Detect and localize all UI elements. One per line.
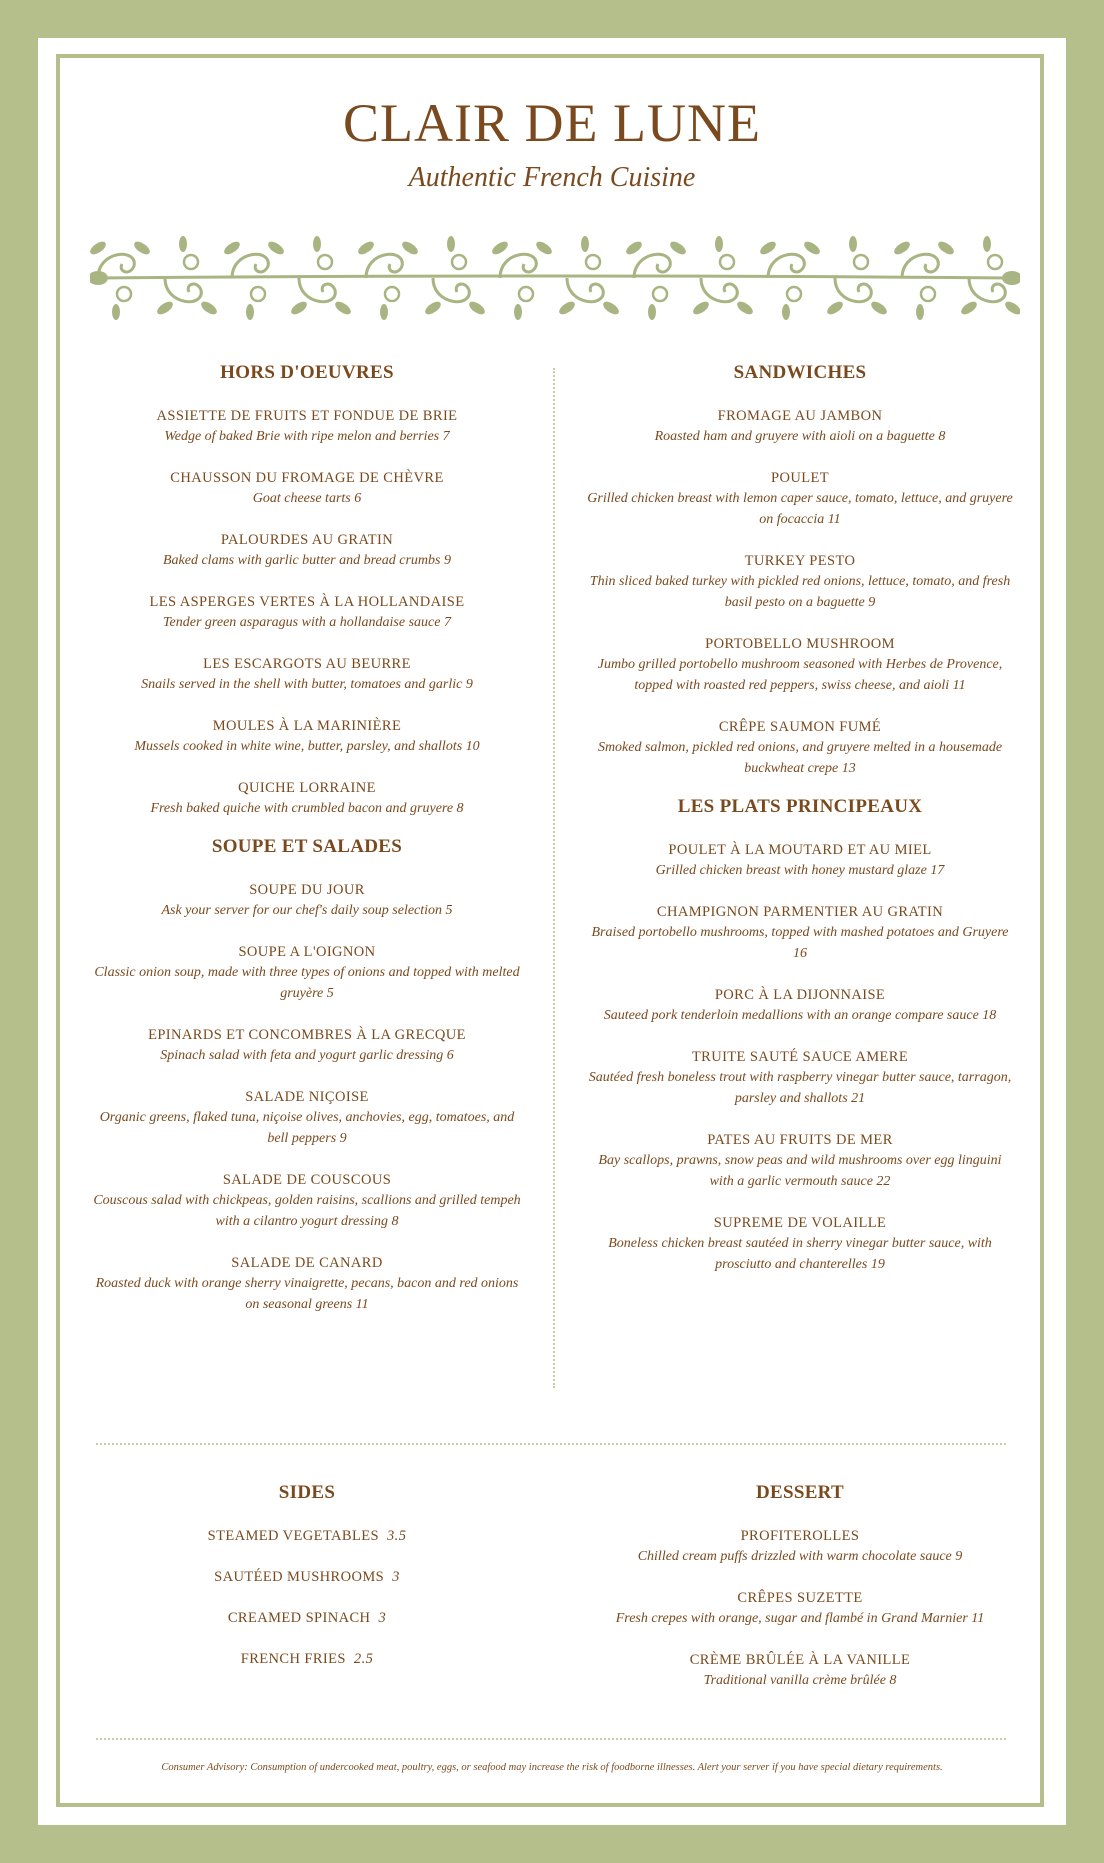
menu-item-description: Sauteed pork tenderloin medallions with an orange compare sauce 18: [603, 1008, 997, 1023]
menu-item-description: Spinach salad with feta and yogurt garlic dressing 6: [160, 1048, 454, 1063]
menu-item-name: PATES AU FRUITS DE MER: [707, 1132, 893, 1148]
menu-item: [92, 880, 522, 921]
side-item: [92, 1526, 522, 1546]
menu-item: [585, 406, 1015, 447]
menu-item-name: SOUPE A L'OIGNON: [238, 944, 376, 960]
side-item-price: 3: [392, 1569, 400, 1585]
menu-item: [92, 716, 522, 757]
menu-item: [92, 942, 522, 1004]
menu-item: [585, 468, 1015, 530]
left-column: [92, 362, 522, 1336]
menu-item-description: Grilled chicken breast with honey mustard glaze 17: [655, 863, 945, 878]
menu-item: [585, 1047, 1015, 1109]
section-heading: LES PLATS PRINCIPEAUX: [677, 796, 923, 817]
side-item: [92, 1649, 522, 1669]
menu-item-description: Organic greens, flaked tuna, niçoise olives, anchovies, egg, tomatoes, and bell peppers 9: [99, 1110, 515, 1146]
dessert-item-name: PROFITEROLLES: [740, 1528, 860, 1544]
menu-item: [92, 1025, 522, 1066]
menu-item: [92, 1170, 522, 1232]
menu-item-description: Roasted duck with orange sherry vinaigrette, pecans, bacon and red onions on seasonal greens 11: [95, 1276, 519, 1312]
section-heading: HORS D'OEUVRES: [220, 362, 394, 383]
menu-item: [92, 592, 522, 633]
menu-item-description: Mussels cooked in white wine, butter, parsley, and shallots 10: [134, 739, 480, 754]
menu-item-description: Classic onion soup, made with three types of onions and topped with melted gruyère 5: [94, 965, 520, 1001]
menu-item-name: ASSIETTE DE FRUITS ET FONDUE DE BRIE: [156, 408, 458, 424]
dessert-item-description: Chilled cream puffs drizzled with warm chocolate sauce 9: [637, 1549, 963, 1564]
side-item-name: CREAMED SPINACH: [227, 1610, 371, 1626]
menu-item-description: Couscous salad with chickpeas, golden raisins, scallions and grilled tempeh with a cilantro yogurt dressing 8: [93, 1193, 521, 1229]
dessert-item-name: CRÊPES SUZETTE: [737, 1590, 863, 1606]
side-item: [92, 1567, 522, 1587]
side-item-name: STEAMED VEGETABLES: [207, 1528, 379, 1544]
menu-item-name: FROMAGE AU JAMBON: [717, 408, 883, 424]
sides-heading: SIDES: [278, 1482, 336, 1503]
menu-item-name: SALADE DE CANARD: [231, 1255, 383, 1271]
menu-item-description: Thin sliced baked turkey with pickled red onions, lettuce, tomato, and fresh basil pesto on a baguette 9: [589, 574, 1011, 610]
side-item-price: 3: [378, 1610, 387, 1626]
consumer-advisory: Consumer Advisory: Consumption of undercooked meat, poultry, eggs, or seafood may increase the risk of foodborne illnesses. Alert your server if you have special dietary requirements.: [161, 1762, 943, 1773]
sides-section: [92, 1482, 522, 1690]
menu-item: [92, 406, 522, 447]
side-item: [92, 1608, 522, 1628]
menu-item-description: Goat cheese tarts 6: [252, 491, 362, 506]
restaurant-subtitle: Authentic French Cuisine: [408, 162, 696, 193]
menu-item-description: Tender green asparagus with a hollandaise sauce 7: [163, 615, 451, 630]
menu-section: [585, 362, 1015, 779]
menu-section: [92, 362, 522, 819]
decorative-scroll-ornament: [90, 228, 1020, 328]
menu-item-description: Wedge of baked Brie with ripe melon and berries 7: [164, 429, 450, 444]
menu-item: [585, 551, 1015, 613]
dessert-item: [585, 1526, 1015, 1567]
menu-item-description: Fresh baked quiche with crumbled bacon and gruyere 8: [150, 801, 464, 816]
menu-item-description: Jumbo grilled portobello mushroom seasoned with Herbes de Provence, topped with roasted red peppers, swiss cheese, and aioli 11: [597, 657, 1003, 693]
menu-item: [585, 840, 1015, 881]
menu-item: [585, 717, 1015, 779]
menu-item-name: SOUPE DU JOUR: [249, 882, 365, 898]
menu-item-description: Bay scallops, prawns, snow peas and wild mushrooms over egg linguini with a garlic vermouth sauce 22: [598, 1153, 1002, 1189]
menu-item-description: Smoked salmon, pickled red onions, and gruyere melted in a housemade buckwheat crepe 13: [597, 740, 1003, 776]
menu-section: [585, 796, 1015, 1275]
side-item-name: FRENCH FRIES: [240, 1651, 346, 1667]
menu-item: [92, 530, 522, 571]
menu-item-description: Baked clams with garlic butter and bread crumbs 9: [162, 553, 451, 568]
menu-item: [92, 778, 522, 819]
dessert-item-description: Traditional vanilla crème brûlée 8: [703, 1673, 897, 1688]
menu-item-name: PORC À LA DIJONNAISE: [714, 987, 886, 1003]
menu-item-name: CHAMPIGNON PARMENTIER AU GRATIN: [656, 904, 944, 920]
section-divider-top: [96, 1443, 1006, 1445]
dessert-item-name: CRÈME BRÛLÉE À LA VANILLE: [689, 1652, 911, 1668]
side-item-name: SAUTÉED MUSHROOMS: [214, 1569, 385, 1585]
menu-item: [585, 985, 1015, 1026]
menu-item-name: SUPREME DE VOLAILLE: [713, 1215, 887, 1231]
menu-item-description: Roasted ham and gruyere with aioli on a baguette 8: [654, 429, 946, 444]
menu-item-name: SALADE DE COUSCOUS: [222, 1172, 392, 1188]
section-heading: SANDWICHES: [733, 362, 867, 383]
menu-item: [92, 1253, 522, 1315]
restaurant-title: CLAIR DE LUNE: [343, 93, 761, 153]
right-column: [585, 362, 1015, 1296]
menu-item-name: EPINARDS ET CONCOMBRES À LA GRECQUE: [148, 1027, 466, 1043]
side-item-price: 2.5: [353, 1651, 374, 1667]
dessert-item: [585, 1588, 1015, 1629]
menu-item: [585, 902, 1015, 964]
section-divider-bottom: [96, 1738, 1006, 1740]
column-divider: [553, 368, 555, 1388]
dessert-item: [585, 1650, 1015, 1691]
menu-item-name: CRÊPE SAUMON FUMÉ: [718, 719, 882, 735]
menu-item-name: PALOURDES AU GRATIN: [220, 532, 394, 548]
menu-item: [585, 634, 1015, 696]
menu-item-description: Grilled chicken breast with lemon caper sauce, tomato, lettuce, and gruyere on focaccia 11: [587, 491, 1013, 527]
menu-item-description: Ask your server for our chef's daily soup selection 5: [161, 903, 453, 918]
menu-item: [585, 1130, 1015, 1192]
menu-item-description: Braised portobello mushrooms, topped with mashed potatoes and Gruyere 16: [591, 925, 1009, 961]
menu-item-description: Boneless chicken breast sautéed in sherry vinegar butter sauce, with prosciutto and chanterelles 19: [608, 1236, 992, 1272]
menu-item-name: POULET À LA MOUTARD ET AU MIEL: [668, 842, 932, 858]
menu-item-description: Snails served in the shell with butter, tomatoes and garlic 9: [141, 677, 473, 692]
menu-item: [92, 468, 522, 509]
menu-section: [92, 836, 522, 1315]
menu-item-name: LES ESCARGOTS AU BEURRE: [203, 656, 411, 672]
menu-item-name: TURKEY PESTO: [744, 553, 856, 569]
menu-item: [92, 654, 522, 695]
dessert-heading: DESSERT: [755, 1482, 845, 1503]
menu-item-name: CHAUSSON DU FROMAGE DE CHÈVRE: [170, 470, 444, 486]
menu-item-name: SALADE NIÇOISE: [245, 1089, 369, 1105]
section-heading: SOUPE ET SALADES: [211, 836, 403, 857]
dessert-item-description: Fresh crepes with orange, sugar and flambé in Grand Marnier 11: [615, 1611, 985, 1626]
menu-item-name: PORTOBELLO MUSHROOM: [705, 636, 895, 652]
menu-item-name: TRUITE SAUTÉ SAUCE AMERE: [691, 1049, 909, 1065]
menu-item: [585, 1213, 1015, 1275]
menu-item-name: POULET: [771, 470, 829, 486]
menu-item-name: QUICHE LORRAINE: [238, 780, 376, 796]
menu-item-name: MOULES À LA MARINIÈRE: [212, 718, 402, 734]
menu-item-name: LES ASPERGES VERTES À LA HOLLANDAISE: [149, 594, 465, 610]
side-item-price: 3.5: [387, 1528, 407, 1544]
dessert-section: [585, 1482, 1015, 1712]
menu-item: [92, 1087, 522, 1149]
menu-item-description: Sautéed fresh boneless trout with raspberry vinegar butter sauce, tarragon, parsley and shallots 21: [588, 1070, 1012, 1106]
